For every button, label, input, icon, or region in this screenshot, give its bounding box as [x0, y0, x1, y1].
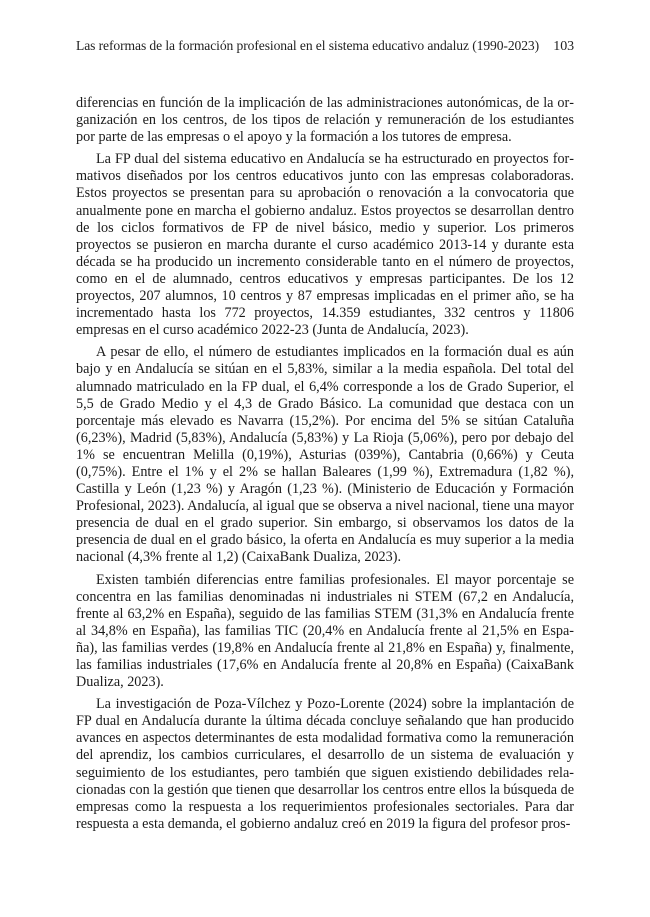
- page-number: 103: [553, 39, 574, 54]
- paragraph-student-percentages: A pesar de ello, el número de estudiantes implicados en la formación dual es aún bajo y en Andalucía se sitúan en el 5,83%, similar a la media española. Del total del alumnado matriculado en la FP dual, el 6,4% corresponde a los de Grado Superior, el 5,5 de Grado Medio y el 4,3 de Grado Básico. La comunidad que destaca con un porcentaje más elevado es Navarra (15,2%). Por encima del 5% se sitúan Cataluña (6,23%), Madrid (5,83%), Andalucía (5,83%) y La Rioja (5,06%), pero por debajo del 1% se encuentran Melilla (0,19%), Asturias (039%), Cantabria (0,66%) y Ceuta (0,75%). Entre el 1% y el 2% se hallan Baleares (1,99 %), Extremadura (1,82 %), Castilla y León (1,23 %) y Aragón (1,23 %). (Ministerio de Educación y Formación Profesional, 2023). Andalucía, al igual que se observa a nivel nacional, tiene una mayor presencia de dual en el grado superior. Sin embargo, si observamos los datos de la presencia de dual en el grado básico, la oferta en Andalucía es muy superior a la media nacional (4,3% frente al 1,2) (CaixaBank Dualiza, 2023).: [76, 344, 574, 566]
- paragraph-research-findings: La investigación de Poza-Vílchez y Pozo-Lorente (2024) sobre la implantación de FP dual en Andalucía durante la última década concluye señalando que han producido avances en aspectos determinantes de esta modalidad formativa como la remuneración del aprendiz, los cambios curriculares, el desarrollo de un sistema de evaluación y seguimiento de los estudiantes, pero también que siguen existiendo debilidades relacionadas con la gestión que tienen que desarrollar los centros entre ellos la búsqueda de empresas como la respuesta a los requerimientos profesionales sectoriales. Para dar respuesta a esta demanda, el gobierno andaluz creó en 2019 la figura del profesor pros-: [76, 696, 574, 832]
- running-header: [76, 38, 574, 55]
- paragraph-fp-dual-structure: La FP dual del sistema educativo en Andalucía se ha estructurado en proyectos formativos diseñados por los centros educativos junto con las empresas colaboradoras. Estos proyectos se presentan para su aprobación o renovación a la convocatoria que anualmente pone en marcha el gobierno andaluz. Estos proyectos se desarrollan dentro de los ciclos formativos de FP de nivel básico, medio y superior. Los primeros proyectos se pusieron en marcha durante el curso académico 2013-14 y durante esta década se ha producido un incremento considerable tanto en el número de proyectos, como en el de alumnado, centros educativos y empresas participantes. De los 12 proyectos, 207 alumnos, 10 centros y 87 empresas implicadas en el primer año, se ha incrementado hasta los 772 proyectos, 14.359 estudiantes, 332 centros y 11806 empresas en el curso académico 2022-23 (Junta de Andalucía, 2023).: [76, 151, 574, 339]
- body-text: [76, 95, 574, 838]
- paragraph-professional-families: Existen también diferencias entre familias profesionales. El mayor porcentaje se concentra en las familias denominadas ni industriales ni STEM (67,2 en Andalucía, frente al 63,2% en España), seguido de las familias STEM (31,3% en Andalucía frente al 34,8% en España), las familias TIC (20,4% en Andalucía frente al 21,5% en España), las familias verdes (19,8% en Andalucía frente al 21,8% en España) y, finalmente, las familias industriales (17,6% en Andalucía frente al 20,8% en España) (CaixaBank Dualiza, 2023).: [76, 571, 574, 691]
- running-title: Las reformas de la formación profesional en el sistema educativo andaluz (1990-2023): [76, 38, 540, 53]
- paragraph-continuation: diferencias en función de la implicación de las administraciones autonómicas, de la organización en los centros, de los tipos de relación y remuneración de los estudiantes por parte de las empresas o el apoyo y la formación a los tutores de empresa.: [76, 95, 574, 146]
